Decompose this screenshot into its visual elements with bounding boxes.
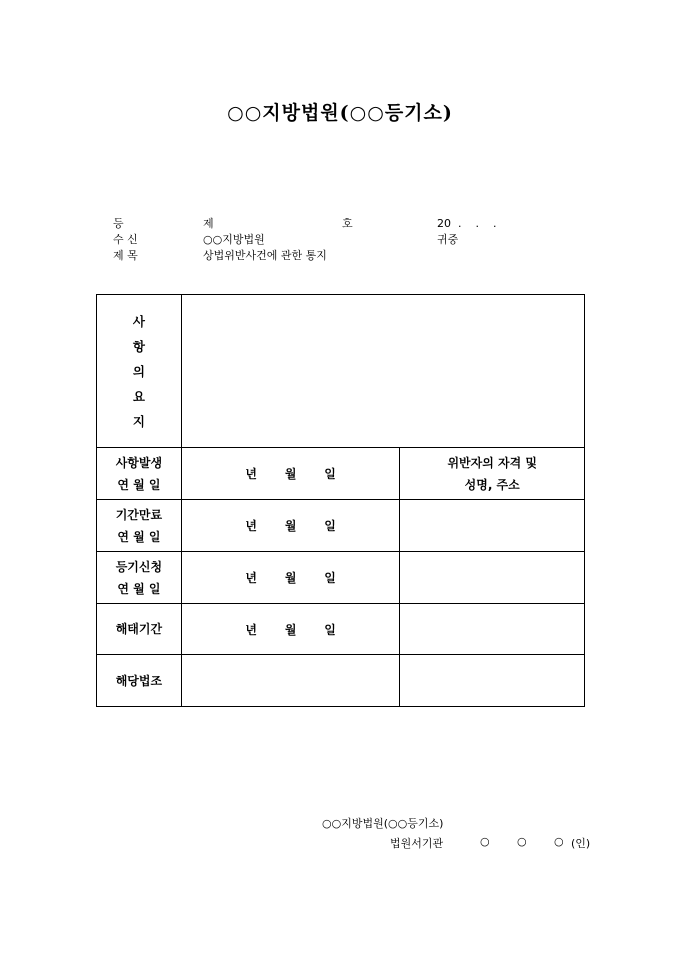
date-cell (181, 604, 400, 655)
officer-name-char: ○ (554, 835, 564, 848)
violator-cell (400, 500, 585, 552)
officer-title: 법원서기관 (390, 837, 444, 850)
month-unit: 월 (284, 622, 297, 637)
jemok-value: 상법위반사건에 관한 통지 (203, 249, 327, 262)
seal-mark: (인) (571, 837, 591, 850)
summary-char: 요 (132, 388, 145, 404)
row-label-law (97, 655, 182, 707)
day-unit: 일 (324, 519, 336, 533)
officer-name-char: ○ (480, 835, 490, 848)
table-row (97, 448, 585, 500)
row-label-line1: 해태기간 (115, 622, 163, 636)
year-unit: 년 (245, 571, 257, 585)
gwijung-text: 귀중 (437, 233, 459, 246)
violator-cell (400, 655, 585, 707)
row-label-line1: 사항발생 (115, 455, 163, 470)
issuer-name: ○○지방법원(○○등기소) (322, 817, 444, 830)
header-ho: 호 (342, 217, 353, 230)
year-unit: 년 (245, 622, 257, 637)
date-cell (181, 448, 400, 500)
table-row (97, 552, 585, 604)
susin-value: ○○지방법원 (203, 233, 265, 246)
header-date: 20 . . . (437, 217, 497, 230)
violator-header (400, 448, 585, 500)
summary-char: 지 (132, 413, 145, 429)
table-row (97, 655, 585, 707)
row-label-line1: 등기신청 (115, 559, 163, 574)
violator-header-line2: 성명, 주소 (464, 477, 520, 492)
row-label-registration (97, 552, 182, 604)
day-unit: 일 (324, 622, 336, 637)
row-label-line2: 연 월 일 (117, 581, 161, 596)
violator-cell (400, 604, 585, 655)
row-label-expiry (97, 500, 182, 552)
date-cell (181, 500, 400, 552)
summary-row (97, 295, 585, 448)
table-row (97, 604, 585, 655)
row-label-line1: 기간만료 (115, 507, 163, 522)
row-label-line2: 연 월 일 (117, 477, 161, 492)
officer-name-char: ○ (517, 835, 527, 848)
year-unit: 년 (245, 519, 257, 533)
susin-label: 수 신 (113, 233, 138, 246)
notice-form-table (96, 294, 585, 707)
violator-cell (400, 552, 585, 604)
violator-header-line1: 위반자의 자격 및 (447, 455, 537, 470)
day-unit: 일 (324, 467, 336, 481)
jemok-label: 제 목 (113, 249, 138, 262)
summary-label (97, 295, 182, 448)
summary-content-cell (181, 295, 584, 448)
document-title: ○○지방법원(○○등기소) (227, 102, 453, 124)
row-label-line1: 해당법조 (115, 673, 163, 688)
day-unit: 일 (324, 571, 336, 585)
date-cell (181, 552, 400, 604)
header-deung: 등 (113, 217, 124, 230)
summary-char: 의 (132, 363, 145, 379)
law-cell (181, 655, 400, 707)
summary-char: 사 (132, 313, 145, 329)
month-unit: 월 (284, 571, 297, 585)
row-label-line2: 연 월 일 (117, 529, 161, 544)
summary-char: 항 (132, 338, 145, 354)
month-unit: 월 (284, 519, 297, 533)
month-unit: 월 (284, 467, 297, 481)
header-je: 제 (203, 217, 214, 230)
year-unit: 년 (245, 467, 257, 481)
row-label-neglect (97, 604, 182, 655)
table-row (97, 500, 585, 552)
row-label-occurrence (97, 448, 182, 500)
